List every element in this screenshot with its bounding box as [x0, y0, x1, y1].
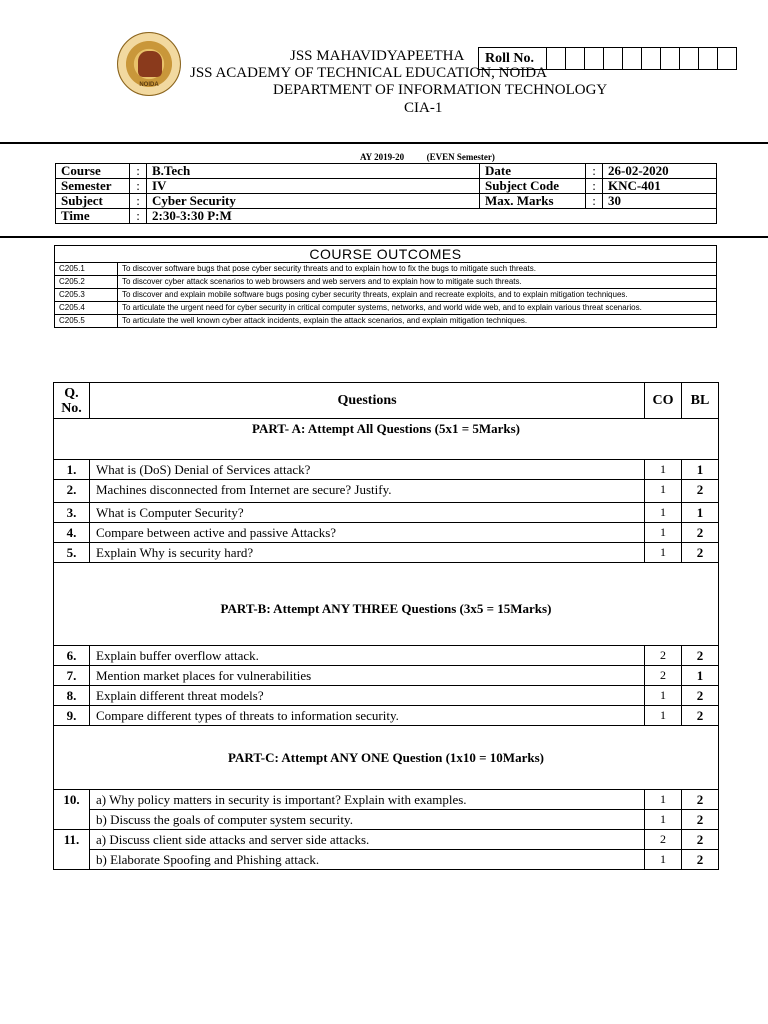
date-value: 26-02-2020	[603, 164, 717, 179]
course-outcomes-title: COURSE OUTCOMES	[55, 246, 717, 263]
part-a-heading: PART- A: Attempt All Questions (5x1 = 5Marks)	[54, 419, 719, 460]
outcome-text: To articulate the well known cyber attack incidents, explain the attack scenarios, and explain mitigation techniques.	[118, 315, 717, 328]
divider	[0, 142, 768, 144]
col-qno-header: Q. No.	[54, 383, 90, 419]
roll-digit-cell[interactable]	[699, 48, 718, 69]
subject-code-value: KNC-401	[603, 179, 717, 194]
question-text: Explain different threat models?	[90, 686, 645, 706]
course-outcomes-table	[54, 245, 717, 328]
outcome-id: C205.2	[55, 276, 118, 289]
time-value: 2:30-3:30 P:M	[147, 209, 717, 224]
table-row: b) Discuss the goals of computer system security. 1 2	[54, 810, 719, 830]
col-questions-header: Questions	[90, 383, 645, 419]
outcome-id: C205.3	[55, 289, 118, 302]
question-text: Mention market places for vulnerabilities	[90, 666, 645, 686]
roll-digit-cell[interactable]	[604, 48, 623, 69]
roll-digit-cell[interactable]	[661, 48, 680, 69]
subject-label: Subject	[56, 194, 130, 209]
date-label: Date	[480, 164, 586, 179]
questions-table	[53, 382, 719, 870]
outcome-text: To discover cyber attack scenarios to web browsers and web servers and to explain how to mitigate such threats.	[118, 276, 717, 289]
outcome-text: To articulate the urgent need for cyber security in critical computer systems, networks, and world wide web, and to explain various threat scenarios.	[118, 302, 717, 315]
roll-digit-cell[interactable]	[718, 48, 736, 69]
table-row: 1. What is (DoS) Denial of Services attack? 1 1	[54, 460, 719, 480]
part-b-heading: PART-B: Attempt ANY THREE Questions (3x5 = 15Marks)	[54, 563, 719, 646]
header-line3: DEPARTMENT OF INFORMATION TECHNOLOGY	[273, 82, 608, 98]
table-row: 6. Explain buffer overflow attack. 2 2	[54, 646, 719, 666]
roll-digit-cell[interactable]	[642, 48, 661, 69]
course-label: Course	[56, 164, 130, 179]
question-text: What is Computer Security?	[90, 503, 645, 523]
question-text: a) Why policy matters in security is important? Explain with examples.	[90, 790, 645, 810]
outcome-id: C205.1	[55, 263, 118, 276]
logo-emblem-icon	[138, 51, 162, 77]
semester-value: IV	[147, 179, 480, 194]
table-row: 5. Explain Why is security hard? 1 2	[54, 543, 719, 563]
table-row: 8. Explain different threat models? 1 2	[54, 686, 719, 706]
roll-digit-cell[interactable]	[585, 48, 604, 69]
institute-logo	[117, 32, 181, 96]
question-text: Explain Why is security hard?	[90, 543, 645, 563]
question-text: b) Discuss the goals of computer system security.	[90, 810, 645, 830]
subject-value: Cyber Security	[147, 194, 480, 209]
max-marks-value: 30	[603, 194, 717, 209]
part-c-heading: PART-C: Attempt ANY ONE Question (1x10 = 10Marks)	[54, 726, 719, 790]
table-row: 9. Compare different types of threats to information security. 1 2	[54, 706, 719, 726]
time-label: Time	[56, 209, 130, 224]
question-text: b) Elaborate Spoofing and Phishing attack.	[90, 850, 645, 870]
roll-digit-cell[interactable]	[680, 48, 699, 69]
roll-digit-cell[interactable]	[566, 48, 585, 69]
outcome-text: To discover and explain mobile software bugs posing cyber security threats, explain and recreate exploits, and to explain mitigation techniques.	[118, 289, 717, 302]
table-row: 10. a) Why policy matters in security is important? Explain with examples. 1 2	[54, 790, 719, 810]
outcome-id: C205.5	[55, 315, 118, 328]
logo-text: NOIDA	[139, 82, 159, 88]
question-text: a) Discuss client side attacks and server side attacks.	[90, 830, 645, 850]
table-row: 2. Machines disconnected from Internet are secure? Justify. 1 2	[54, 480, 719, 503]
roll-number-label: Roll No.	[479, 48, 547, 69]
roll-digit-cell[interactable]	[547, 48, 566, 69]
semester-label: Semester	[56, 179, 130, 194]
table-row: b) Elaborate Spoofing and Phishing attack. 1 2	[54, 850, 719, 870]
header-line2: JSS ACADEMY OF TECHNICAL EDUCATION, NOIDA	[190, 65, 547, 81]
col-co-header: CO	[645, 383, 682, 419]
question-text: Compare different types of threats to information security.	[90, 706, 645, 726]
subject-code-label: Subject Code	[480, 179, 586, 194]
col-bl-header: BL	[682, 383, 719, 419]
roll-digit-cell[interactable]	[623, 48, 642, 69]
table-row: 7. Mention market places for vulnerabilities 2 1	[54, 666, 719, 686]
table-row: 4. Compare between active and passive Attacks? 1 2	[54, 523, 719, 543]
header-line1: JSS MAHAVIDYAPEETHA	[290, 48, 465, 64]
table-row: 3. What is Computer Security? 1 1	[54, 503, 719, 523]
max-marks-label: Max. Marks	[480, 194, 586, 209]
outcome-text: To discover software bugs that pose cyber security threats and to explain how to fix the bugs to mitigate such threats.	[118, 263, 717, 276]
header-line4: CIA-1	[404, 100, 443, 116]
question-text: What is (DoS) Denial of Services attack?	[90, 460, 645, 480]
academic-year: AY 2019-20 (EVEN Semester)	[360, 152, 495, 162]
table-row: 11. a) Discuss client side attacks and server side attacks. 2 2	[54, 830, 719, 850]
question-text: Compare between active and passive Attacks?	[90, 523, 645, 543]
course-value: B.Tech	[147, 164, 480, 179]
divider	[0, 236, 768, 238]
exam-info-table: Course : B.Tech Date : 26-02-2020 Semester : IV Subject Code : KNC-401 Subject : Cyber Security Max. Marks : 30 Time : 2:30-3:30 P:M	[55, 163, 717, 224]
question-text: Machines disconnected from Internet are secure? Justify.	[90, 480, 645, 503]
outcome-id: C205.4	[55, 302, 118, 315]
question-text: Explain buffer overflow attack.	[90, 646, 645, 666]
